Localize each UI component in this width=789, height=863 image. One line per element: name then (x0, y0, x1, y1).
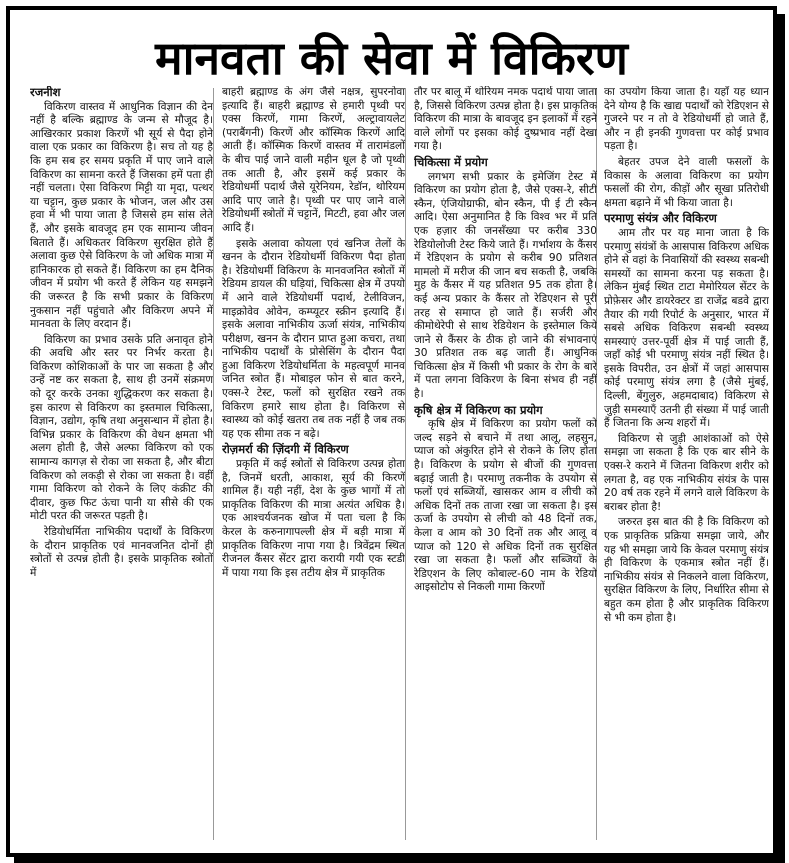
article-clipping (6, 6, 777, 857)
subheading-medical: चिकित्सा में प्रयोग (414, 154, 488, 169)
frame-shadow-right (777, 14, 785, 857)
paragraph: इसके अलावा कोयला एवं खनिज तेलों के खनन के दौरान रेडियोधर्मी विकिरण पैदा होता है। रेडियोधर्मी विकिरण के मानवजनित स्त्रोतों में रेडियम डायल की घड़ियां, चिकित्सा क्षेत्र में उपयो में आने वाले रेडियोधर्मी पदार्थ, टेलीविजन, माइक्रोवेव ओवेन, कम्प्यूटर स्क्रीन इत्यादि हैं। इसके अलावा नाभिकीय ऊर्जा संयंत्र, नाभिकीय परीक्षण, खनन के दौरान प्राप्त हुआ कचरा, तथा नाभिकीय पदार्थों के प्रोसेसिंग के दौरान पैदा हुआ विकिरण रेडियोधर्मिता के महत्वपूर्ण मानव जनित स्त्रोत हैं। मोबाइल फोन से बात करने, एक्स-रे टेस्ट, फलों को सुरक्षित रखने तक विकिरण हमारे साथ होता है। विकिरण से स्वास्थ्य को कोई खतरा तब तक नहीं है जब तक यह एक सीमा तक न बढ़े। (222, 237, 405, 440)
subheading-daily-life: रोज़मर्रा की ज़िंदगी में विकिरण (222, 442, 349, 457)
frame-shadow-bottom (14, 857, 785, 863)
headline: मानवता की सेवा में विकिरण (155, 31, 628, 85)
paragraph: लगभग सभी प्रकार के इमेजिंग टेस्ट में विकिरण का प्रयोग होता है, जैसे एक्स-रे, सीटी स्कैन, एंजियोग्राफी, बोन स्कैन, पी ई टी स्कैन आदि। ऐसा अनुमानित है कि विश्व भर में प्रति एक हज़ार की जनसँख्या पर करीब 330 रेडियोलोजी टेस्ट किये जाते हैं। गर्भाशय के कैंसर में रेडिएशन के प्रयोग से करीब 90 प्रतिशत मामलो में मरीज की जान बच सकती है, जबकि मुह के कैंसर में यह प्रतिशत 95 तक होता है। कई अन्य प्रकार के कैंसर तो रेडिएशन से पूरी तरह से समाप्त हो जाते हैं। सर्जरी और कीमोथेरेपी से साथ रेडियेशन के इस्तेमाल किये जाने से कैंसर के ठीक हो जाने की संभावनाएं 30 प्रतिशत तक बढ़ जाती हैं। आधुनिक चिकित्सा क्षेत्र में किसी भी प्रकार के रोग के बारे में पता लगना विकिरण के बिना संभव ही नहीं है। (414, 170, 597, 401)
column-2 (222, 86, 405, 846)
paragraph: आम तौर पर यह माना जाता है कि परमाणु संयंत्रों के आसपास विकिरण अधिक होने से वहां के निवासियों की स्वस्थ्य सबन्धी समस्यों का सामना करना पड़ सकता है। लेकिन मुंबई स्थित टाटा मेमोरियल सेंटर के प्रोफ़ेसर और डायरेक्टर डा राजेंद्र बडवे द्वारा तैयार की गयी रिपोर्ट के अनुसार, भारत में सबसे अधिक विकिरण सबन्धी स्वस्थ्य समस्याएं उत्तर-पूर्वी क्षेत्र में पाई जाती हैं, जहाँ कोई भी परमाणु संयंत्र नहीं स्थित है। इसके विपरीत, उन क्षेत्रों में जहां आसपास कोई परमाणु संयंत्र लगा है (जैसे मुंबई, दिल्ली, बेंगुलुरु, अहमदाबाद) विकिरण से जुड़ी समस्याएँ उतनी ही संख्या में पाई जाती हैं जितना कि अन्य शहरों में। (604, 226, 769, 430)
paragraph: तौर पर बालू में थोरियम नमक पदार्थ पाया जाता है, जिससे विकिरण उत्पन्न होता है। इस प्राकृतिक विकिरण की मात्रा के बावजूद इन इलाकों में रहने वाले लोगों पर इसका कोई दुष्प्रभाव नहीं देखा गया है। (414, 86, 597, 153)
paragraph: कृषि क्षेत्र में विकिरण का प्रयोग फलों को जल्द सड़ने से बचाने में तथा आलू, लहसुन, प्याज को अंकुरित होने से रोकने के लिए होता है। विकिरण के प्रयोग से बीजों की गुणवत्ता बढ़ाई जाती है। परमाणु तकनीक के उपयोग से फलों एवं सब्जियों, खासकर आम व लीची को अधिक दिनों तक ताजा रखा जा सकता है। इस ऊर्जा के उपयोग से लीची को 48 दिनों तक, केला व आम को 30 दिनों तक और आलू व प्याज को 120 से अधिक दिनों तक सुरक्षित रखा जा सकता है। फलों और सब्जियों के रेडिएशन के लिए कोबाल्ट-60 नाम के रेडियो आइसोटोप से निकली गामा किरणों (414, 418, 597, 594)
paragraph: विकिरण वास्तव में आधुनिक विज्ञान की देन नहीं है बल्कि ब्रह्माण्ड के जन्म से मौजूद है। आखिरकार प्रकाश किरणें भी सूर्य से पैदा होने वाला एक प्रकार का विकिरण है। सच तो यह है कि हम सब हर समय प्रकृति में पाए जाने वाले विकिरण का सामना करते हैं जिसका हमें पता ही नहीं चलता। ऐसा विकिरण मिट्टी या मृदा, पत्थर या चट्टान, कुछ प्रकार के भोजन, जल और उस हवा में भी पाया जाता है जिससे हम सांस लेते हैं, और इसके बावजूद हम एक सामान्य जीवन बिताते हैं। अधिकतर विकिरण सुरक्षित होते हैं अलावा कुछ ऐसे विकिरण के जो अधिक मात्रा में हानिकारक हो सकते हैं। विकिरण का हम दैनिक जीवन में प्रयोग भी करते हैं लेकिन यह समझने की जरूरत है कि सभी प्रकार के विकिरण नुकसान नहीं पहुंचाते और विकिरण अपने में मानवता के लिए वरदान हैं। (30, 100, 213, 331)
column-divider (213, 88, 214, 840)
paragraph: विकिरण का प्रभाव उसके प्रति अनावृत होने की अवधि और स्तर पर निर्भर करता है। विकिरण कोशिकाओं के पार जा सकता है और उन्हें नष्ट कर सकता है, साथ ही उनमें संक्रमण को दूर करके उनका शुद्धिकरण कर सकता है। इस कारण से विकिरण का इस्तमाल चिकित्सा, विज्ञान, उद्योग, कृषि तथा अनुसन्धान में होता है। विभिन्न प्रकार के विकिरण की वेधन क्षमता भी अलग होती है, जैसे अल्फा विकिरण को एक सामान्य कागज़ से रोका जा सकता है, और बीटा विकिरण को लकड़ी से रोका जा सकता है। वहीं गामा विकिरण को रोकने के लिए कंक्रीट की दीवार, कुछ फिट ऊंचा पानी या सीसे की एक मोटी परत की जरूरत पड़ती है। (30, 333, 213, 523)
subheading-agriculture: कृषि क्षेत्र में विकिरण का प्रयोग (414, 402, 543, 417)
paragraph: जरुरत इस बात की है कि विकिरण को एक प्राकृतिक प्रक्रिया समझा जाये, और यह भी समझा जाये कि केवल परमाणु संयंत्र ही विकिरण के एकमात्र स्त्रोत नहीं हैं। नाभिकीय संयंत्र से निकलने वाला विकिरण, सुरक्षित विकिरण के लिए, निर्धारित सीमा से बहुत कम होता है और प्राकृतिक विकिरण से भी कम होता है। (604, 516, 769, 624)
column-divider (405, 88, 406, 840)
paragraph: रेडियोधर्मिता नाभिकीय पदार्थों के विकिरण के दौरान प्राकृतिक एवं मानवजनित दोनों ही स्त्रोतों से उत्पन्न होती है। इसके प्राकृतिक स्त्रोतों में (30, 526, 213, 579)
paragraph: विकिरण से जुड़ी आशंकाओं को ऐसे समझा जा सकता है कि एक बार सीने के एक्स-रे कराने में जितना विकिरण शरीर को लगता है, वह एक नाभिकीय संयंत्र के पास 20 वर्ष तक रहने में लगने वाले विकिरण के बराबर होता है! (604, 432, 769, 513)
column-4 (604, 86, 769, 846)
subheading-nuclear-plant: परमाणु संयंत्र और विकिरण (604, 211, 717, 226)
paragraph: प्रकृति में कई स्त्रोतों से विकिरण उत्पन्न होता है, जिनमें धरती, आकाश, सूर्य की किरणें शामिल हैं। यही नहीं, देश के कुछ भागों में तो प्राकृतिक विकिरण की मात्रा अत्यंत अधिक है। एक आश्चर्यजनक खोज में पता चला है कि केरल के करुनागापल्ली क्षेत्र में बड़ी मात्रा में प्राकृतिक विकिरण नापा गया है। त्रिवेंद्रम स्थित रीजनल कैंसर सेंटर द्वारा करायी गयी एक स्टडी में पाया गया कि इस तटीय क्षेत्र में प्राकृतिक (222, 458, 405, 579)
byline: रजनीश (30, 86, 61, 99)
column-3 (414, 86, 597, 846)
paragraph: का उपयोग किया जाता है। यहाँ यह ध्यान देने योग्य है कि खाद्य पदार्थों को रेडिएशन से गुजरने पर न तो वे रेडियोधर्मी हो जाते हैं, और न ही इनकी गुणवत्ता पर कोई प्रभाव पड़ता है। (604, 86, 769, 153)
column-1 (30, 86, 213, 846)
paragraph: बेहतर उपज देने वाली फसलों के विकास के अलावा विकिरण का प्रयोग फसलों की रोग, कीड़ों और सूखा प्रतिरोधी क्षमता बढ़ाने में भी किया जाता है। (604, 155, 769, 209)
paragraph: बाहरी ब्रह्माण्ड के अंग जैसे नक्षत्र, सुपरनोवा इत्यादि हैं। बाहरी ब्रह्माण्ड से हमारी पृथ्वी पर एक्स किरणें, गामा किरणें, अल्ट्रावायलेट (पराबैंगनी) किरणें और कॉस्मिक किरणें आदि आती हैं। कॉस्मिक किरणें वास्तव में तारामंडलों के बीच पाई जाने वाली महीन धूल है जो पृथ्वी तक आती है, और इसमें कई प्रकार के रेडियोधर्मी पदार्थ जैसे यूरेनियम, रेडॉन, थोरियम आदि पाए जाते है। पृथ्वी पर पाए जाने वाले रेडियोधर्मी स्त्रोतों में चट्टानें, मिटटी, हवा और जल आदि हैं। (222, 86, 405, 234)
